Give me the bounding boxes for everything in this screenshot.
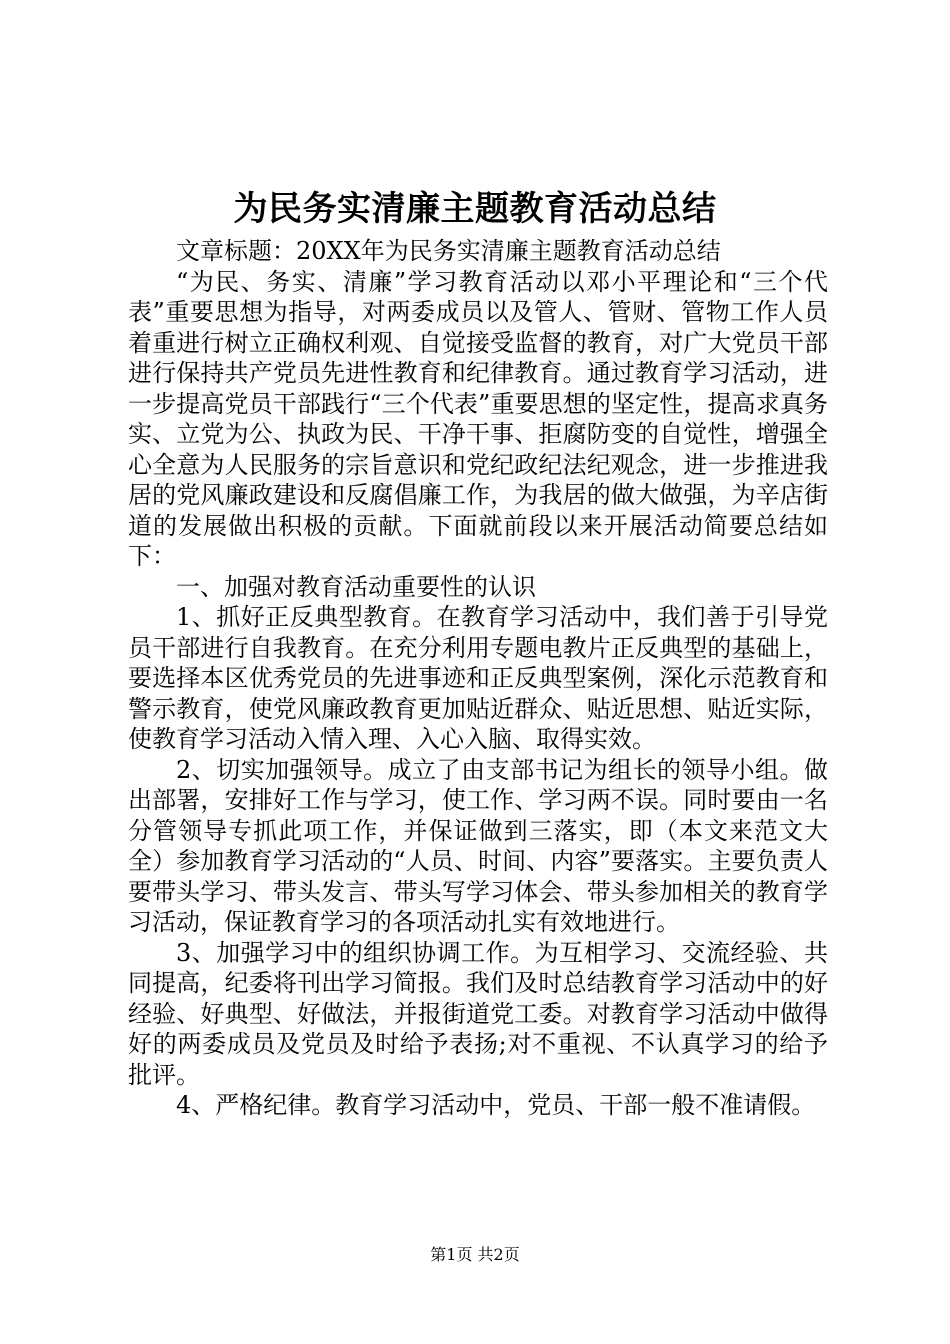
body-paragraph-4: 4、严格纪律。教育学习活动中，党员、干部一般不准请假。 bbox=[176, 1091, 816, 1119]
article-title-line: 文章标题：20XX年为民务实清廉主题教育活动总结 bbox=[176, 237, 721, 265]
document-body bbox=[128, 236, 828, 1121]
intro-paragraph: “为民、务实、清廉”学习教育活动以邓小平理论和“三个代表”重要思想为指导，对两委成员以及管人、管财、管物工作人员着重进行树立正确权利观、自觉接受监督的教育，对广大党员干部进行保持共产党员先进性教育和纪律教育。通过教育学习活动，进一步提高党员干部践行“三个代表”重要思想的坚定性，提高求真务实、立党为公、执政为民、干净干事、拒腐防变的自觉性，增强全心全意为人民服务的宗旨意识和党纪政纪法纪观念，进一步推进我居的党风廉政建设和反腐倡廉工作，为我居的做大做强，为辛店街道的发展做出积极的贡献。下面就前段以来开展活动简要总结如下： bbox=[128, 267, 828, 570]
page-footer: 第1页 共2页 bbox=[430, 1245, 520, 1264]
body-paragraph-3: 3、加强学习中的组织协调工作。为互相学习、交流经验、共同提高，纪委将刊出学习简报。我们及时总结教育学习活动中的好经验、好典型、好做法，并报街道党工委。对教育学习活动中做得好的两委成员及党员及时给予表扬;对不重视、不认真学习的给予批评。 bbox=[128, 938, 828, 1089]
document-title: 为民务实清廉主题教育活动总结 bbox=[233, 189, 717, 229]
body-paragraph-2: 2、切实加强领导。成立了由支部书记为组长的领导小组。做出部署，安排好工作与学习，使工作、学习两不误。同时要由一名分管领导专抓此项工作，并保证做到三落实，即（本文来范文大全）参加教育学习活动的“人员、时间、内容”要落实。主要负责人要带头学习、带头发言、带头写学习体会、带头参加相关的教育学习活动，保证教育学习的各项活动扎实有效地进行。 bbox=[128, 755, 828, 936]
section-heading: 一、加强对教育活动重要性的认识 bbox=[176, 572, 536, 601]
body-paragraph-1: 1、抓好正反典型教育。在教育学习活动中，我们善于引导党员干部进行自我教育。在充分利用专题电教片正反典型的基础上，要选择本区优秀党员的先进事迹和正反典型案例，深化示范教育和警示教育，使党风廉政教育更加贴近群众、贴近思想、贴近实际，使教育学习活动入情入理、入心入脑、取得实效。 bbox=[128, 603, 828, 753]
